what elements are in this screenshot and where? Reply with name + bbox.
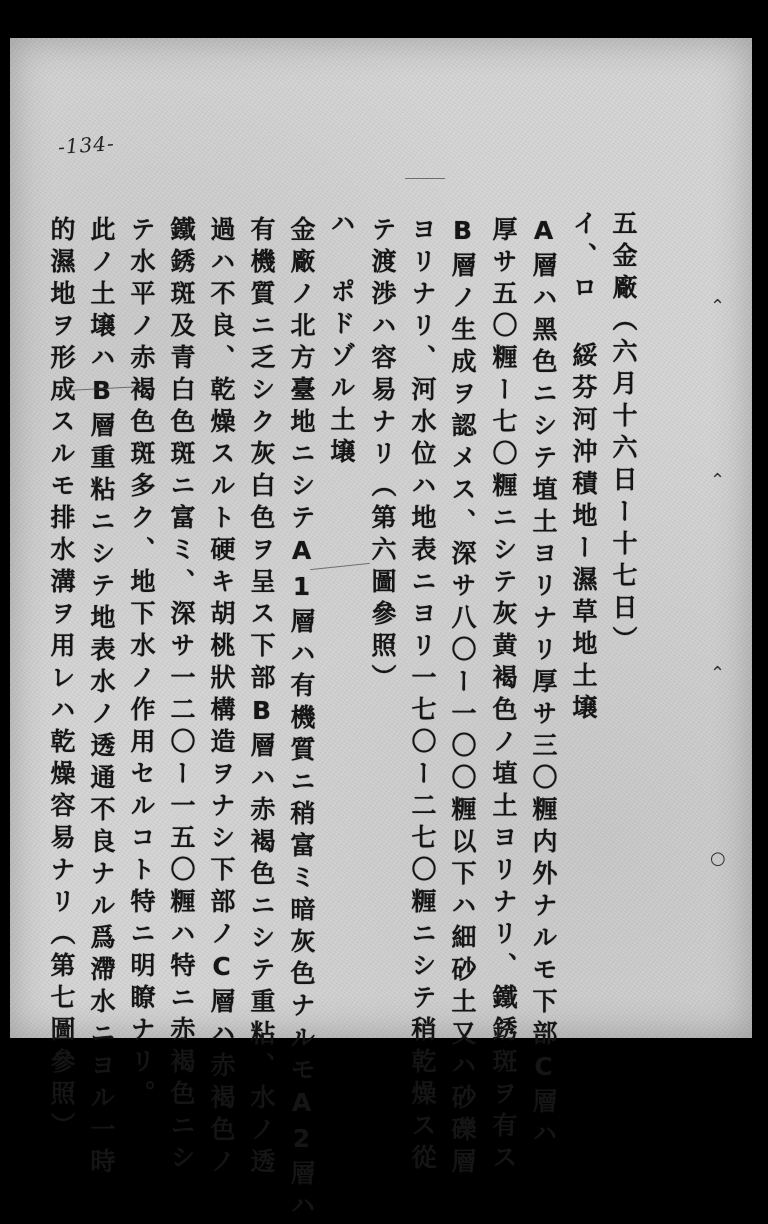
document-page — [10, 38, 752, 1224]
margin-mark: ⌃ — [710, 296, 726, 317]
subsection-heading-1: イ、ロ 綏芬河沖積地ー濕草地土壌 — [569, 210, 598, 726]
text-column-6: 金廠ノ北方臺地ニシテA1層ハ有機質ニ稍富ミ暗灰色ナルモA2層ハ — [287, 216, 316, 1224]
text-column-11: 此ノ土壌ハB層重粘ニシテ地表水ノ透通不良ナル爲滯水ニヨル一時 — [87, 216, 116, 1180]
text-column-5: テ渡渉ハ容易ナリ（第六圖參照） — [368, 216, 397, 696]
page-number: -134- — [57, 131, 116, 159]
pencil-mark — [405, 178, 445, 179]
section-heading: 五金廠（六月十六日ー十七日） — [609, 210, 638, 658]
text-column-2: 厚サ五〇糎ー七〇糎ニシテ灰黄褐色ノ埴土ヨリナリ、鐵銹斑ヲ有ス — [489, 216, 518, 1176]
text-column-4: ヨリナリ、河水位ハ地表ニヨリ一七〇ー二七〇糎ニシテ稍乾燥ス從 — [408, 216, 437, 1176]
text-column-7: 有機質ニ乏シク灰白色ヲ呈ス下部B層ハ赤褐色ニシテ重粘、水ノ透 — [247, 216, 276, 1180]
pencil-mark — [310, 563, 370, 570]
text-column-9: 鐵銹斑及青白色斑ニ富ミ、深サ一二〇ー一五〇糎ハ特ニ赤褐色ニシ — [167, 216, 196, 1176]
margin-mark: ⌃ — [710, 663, 726, 684]
text-column-3: B層ノ生成ヲ認メス、深サ八〇ー一〇〇糎以下ハ細砂土又ハ砂礫層 — [448, 216, 477, 1180]
margin-mark: ⌃ — [710, 470, 726, 491]
subsection-heading-2: ハ ポドゾル土壌 — [327, 210, 356, 470]
text-column-12: 的濕地ヲ形成スルモ排水溝ヲ用レハ乾燥容易ナリ（第七圖參照） — [47, 216, 76, 1144]
margin-mark: ○ — [710, 848, 726, 869]
text-column-1: A層ハ黑色ニシテ埴土ヨリナリ厚サ三〇糎内外ナルモ下部C層ハ — [529, 216, 558, 1152]
text-column-8: 過ハ不良、乾燥スルト硬キ胡桃狀構造ヲナシ下部ノC層ハ赤褐色ノ — [207, 216, 236, 1180]
text-column-10: テ水平ノ赤褐色斑多ク、地下水ノ作用セルコト特ニ明瞭ナリ。 — [127, 216, 156, 1112]
